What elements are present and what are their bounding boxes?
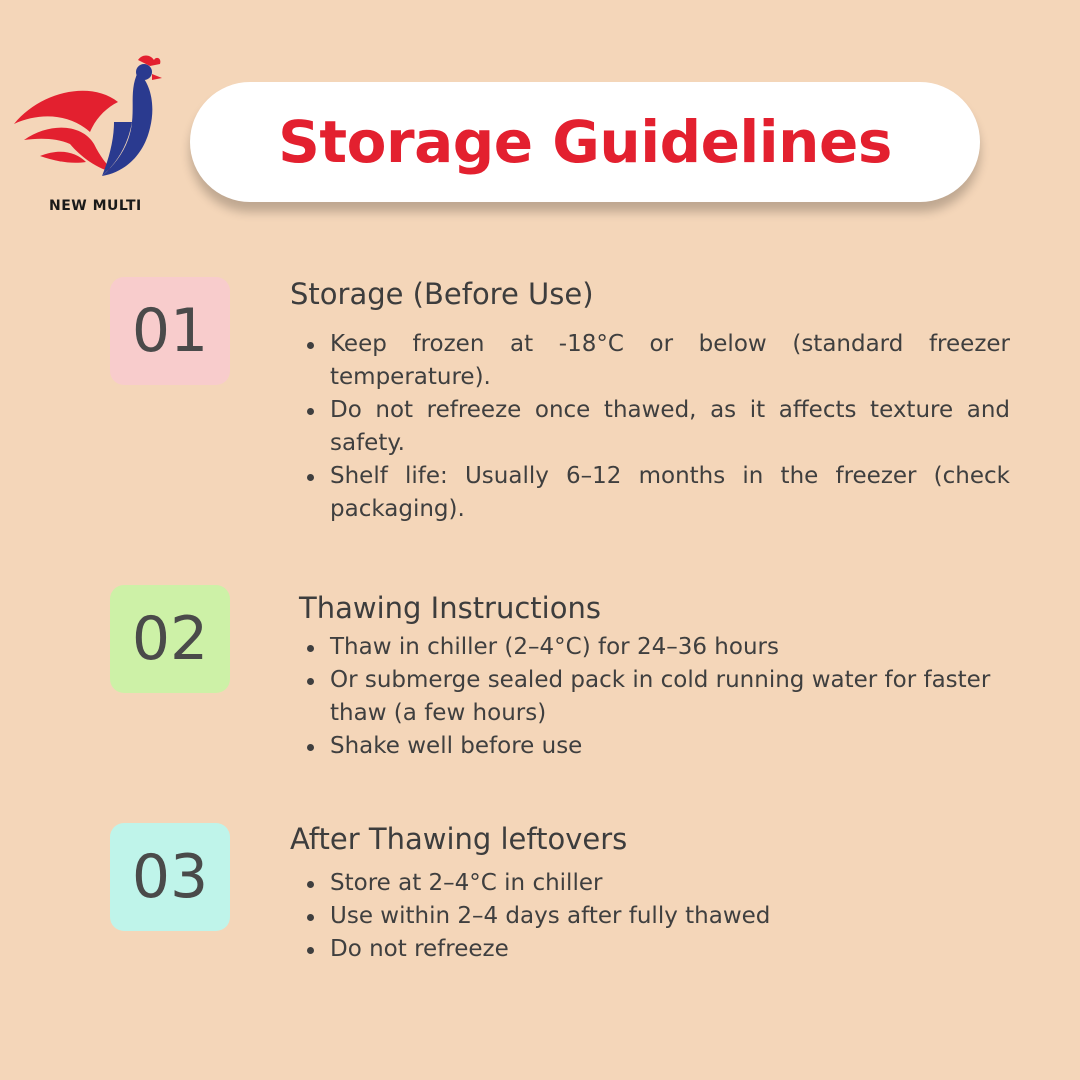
section-number-badge: [110, 823, 230, 931]
list-item: Do not refreeze: [290, 933, 1010, 966]
brand-logo: [10, 52, 170, 222]
page-title: Storage Guidelines: [278, 108, 892, 176]
list-item: Or submerge sealed pack in cold running water for faster thaw (a few hours): [290, 664, 1010, 730]
section-number: 03: [131, 842, 209, 912]
section-heading: After Thawing leftovers: [290, 822, 628, 856]
section-after-thawing-leftovers: [290, 822, 1010, 966]
section-number: 02: [131, 604, 209, 674]
section-storage-before-use: [290, 277, 1010, 526]
section-heading: Storage (Before Use): [290, 277, 594, 311]
section-number-badge: [110, 585, 230, 693]
title-banner: [190, 82, 980, 202]
list-item: Do not refreeze once thawed, as it affects texture and safety.: [290, 394, 1010, 460]
rooster-logo-icon: [10, 52, 170, 192]
section-number: 01: [131, 296, 209, 366]
bullet-list: [290, 867, 1010, 966]
section-heading: Thawing Instructions: [299, 591, 601, 625]
bullet-list: [290, 631, 1010, 763]
list-item: Shelf life: Usually 6–12 months in the freezer (check packaging).: [290, 460, 1010, 526]
list-item: Use within 2–4 days after fully thawed: [290, 900, 1010, 933]
list-item: Shake well before use: [290, 730, 1010, 763]
bullet-list: [290, 328, 1010, 526]
list-item: Thaw in chiller (2–4°C) for 24–36 hours: [290, 631, 1010, 664]
section-thawing-instructions: [290, 591, 1010, 763]
list-item: Store at 2–4°C in chiller: [290, 867, 1010, 900]
section-number-badge: [110, 277, 230, 385]
list-item: Keep frozen at -18°C or below (standard freezer temperature).: [290, 328, 1010, 394]
brand-name: NEW MULTI: [49, 198, 142, 214]
